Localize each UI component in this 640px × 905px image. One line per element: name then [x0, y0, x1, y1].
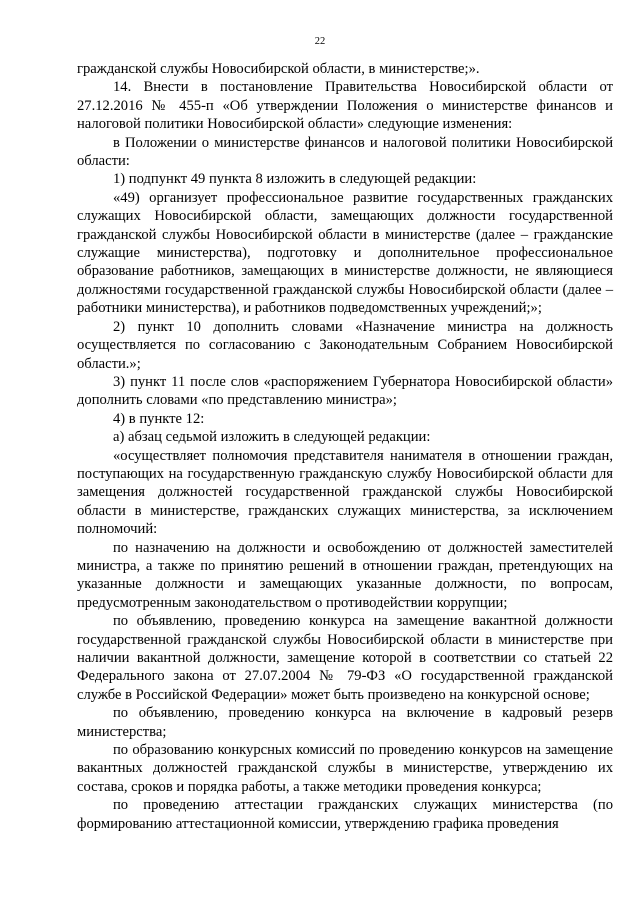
paragraph-exception-deputies: по назначению на должности и освобождению от должностей заместителей министра, а также по принятию решений в отношении граждан, претендующих на указанные должности и замещающих указанные должности, по вопросам, предусмотренным законодательством о противодействии коррупции; [77, 539, 613, 611]
paragraph-subitem-4: 4) в пункте 12: [113, 410, 205, 427]
paragraph-exception-attestation: по проведению аттестации гражданских служащих министерства (по формированию аттестационной комиссии, утверждению графика проведения [77, 797, 613, 832]
paragraph-continuation: гражданской службы Новосибирской области, в министерстве;». [77, 61, 480, 77]
paragraph-intro: в Положении о министерстве финансов и налоговой политики Новосибирской области: [77, 134, 613, 170]
page-number: 22 [314, 36, 326, 47]
paragraph-subitem-4a: а) абзац седьмой изложить в следующей редакции: [113, 429, 431, 446]
paragraph-exception-commissions: по образованию конкурсных комиссий по проведению конкурсов на замещение вакантных должностей гражданской службы в министерстве, утверждению их состава, сроков и порядка работы, а также методики проведения конкурса; [77, 742, 613, 795]
paragraph-subitem-2: 2) пункт 10 дополнить словами «Назначение министра на должность осуществляется по согласованию с Законодательным Собранием Новосибирской области.»; [77, 318, 613, 372]
paragraph-subitem-1: 1) подпункт 49 пункта 8 изложить в следующей редакции: [113, 171, 477, 188]
paragraph-item-14: 14. Внести в постановление Правительства Новосибирской области от 27.12.2016 № 455-п «Об утверждении Положения о министерстве финансов и налоговой политики Новосибирской области» следующие изменения: [77, 79, 613, 133]
paragraph-quote-49: «49) организует профессиональное развитие государственных гражданских служащих Новосибирской области, замещающих должности государственной гражданской службы Новосибирской области в министерстве (далее – гражданские служащие министерства), подготовку и дополнительное профессиональное образование работников, замещающих в министерстве должности, не являющиеся должностями государственной гражданской службы Новосибирской области (далее – работники министерства), и работников подведомственных учреждений;»; [77, 189, 613, 317]
paragraph-exception-vacancy-contest: по объявлению, проведению конкурса на замещение вакантной должности государственной гражданской службы Новосибирской области в министерстве при наличии вакантной должности, замещение которой в соответствии со статьей 22 Федерального закона от 27.07.2004 № 79-ФЗ «О государственной гражданской службе в Российской Федерации» может быть произведено на конкурсной основе; [77, 613, 613, 703]
paragraph-quote-powers: «осуществляет полномочия представителя нанимателя в отношении граждан, поступающих на государственную гражданскую службу Новосибирской области для замещения должностей государственной гражданской службы Новосибирской области в министерстве, гражданских служащих министерства, за исключением полномочий: [77, 447, 613, 538]
document-body [77, 60, 613, 833]
paragraph-subitem-3: 3) пункт 11 после слов «распоряжением Губернатора Новосибирской области» дополнить словами «по представлению министра»; [77, 373, 613, 409]
paragraph-exception-reserve-contest: по объявлению, проведению конкурса на включение в кадровый резерв министерства; [77, 705, 613, 740]
